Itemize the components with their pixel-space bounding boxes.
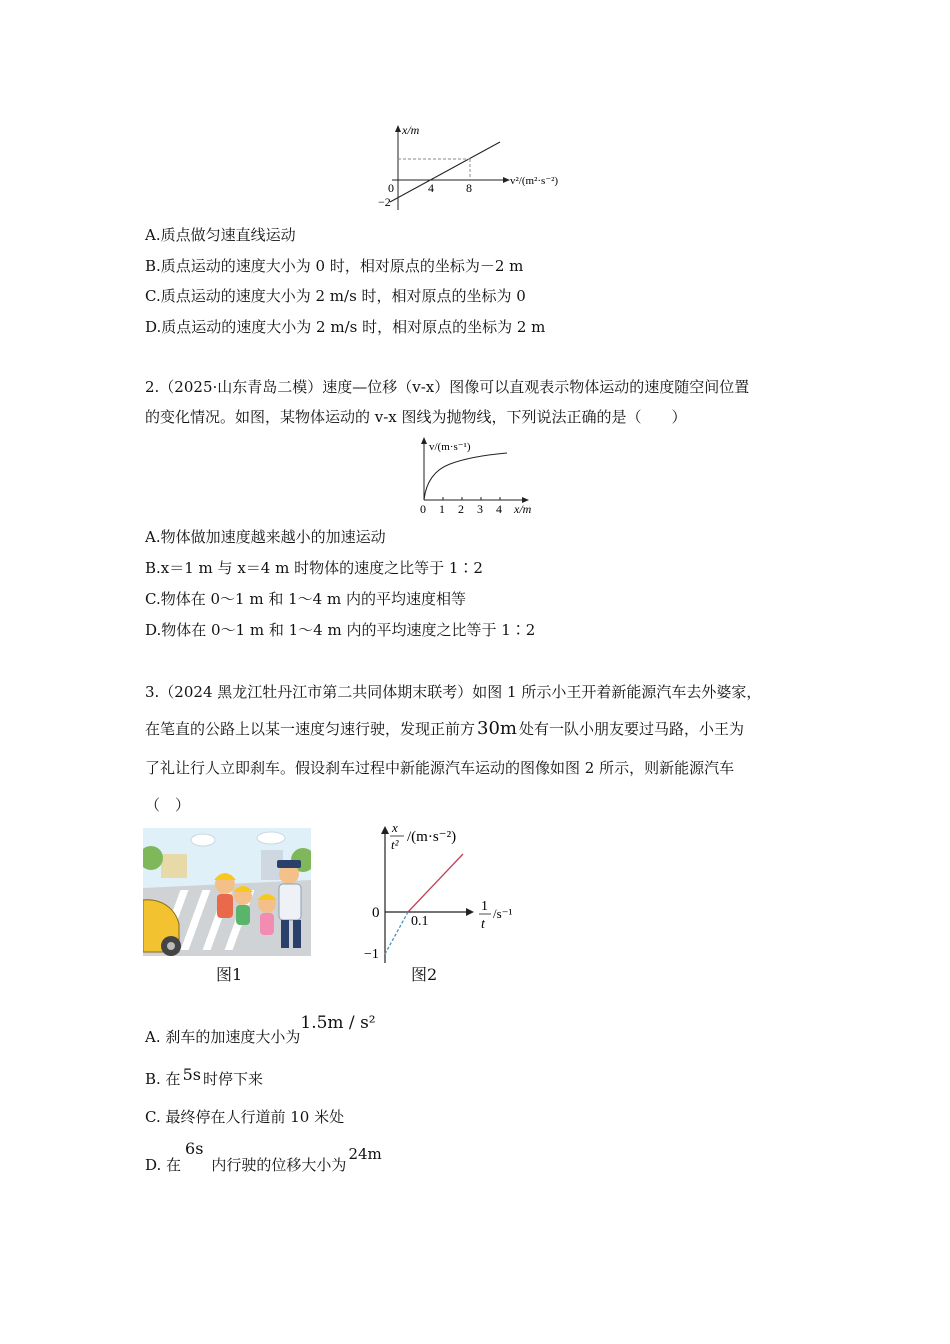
q2-x-tick-0: 0 — [420, 502, 426, 516]
q3-stem-line2-c: 处有一队小朋友要过马路，小王为 — [519, 720, 745, 738]
q2-option-a[interactable]: A.物体做加速度越来越小的加速运动 — [145, 528, 386, 546]
q2-x-label: x/m — [514, 502, 532, 516]
q1-y-label: x/m — [402, 123, 420, 137]
q3-option-b-text2: 时停下来 — [202, 1070, 263, 1088]
q3-figure2-graph — [350, 818, 530, 966]
q1-option-b[interactable]: B.质点运动的速度大小为 0 时，相对原点的坐标为－2 m — [145, 257, 524, 275]
q2-option-d[interactable]: D.物体在 0～1 m 和 1～4 m 内的平均速度之比等于 1∶2 — [145, 621, 536, 639]
q3-y-label-num: x — [392, 820, 398, 835]
q1-option-a[interactable]: A.质点做匀速直线运动 — [145, 226, 296, 244]
q3-option-d-value1: 6s — [185, 1139, 204, 1158]
q3-option-d-value2: 24m — [348, 1145, 382, 1163]
q3-y-label-unit: /(m·s⁻²) — [407, 829, 457, 845]
q1-option-d[interactable]: D.质点运动的速度大小为 2 m/s 时，相对原点的坐标为 2 m — [145, 318, 546, 336]
q3-option-a[interactable] — [145, 1012, 376, 1052]
q2-x-tick-4: 4 — [496, 502, 502, 516]
q3-y-intercept: −1 — [364, 947, 379, 962]
q3-x-label-num: 1 — [481, 899, 488, 914]
q1-x-label: v²/(m²·s⁻²) — [510, 175, 559, 187]
q3-distance: 30m — [477, 718, 517, 739]
q2-graph — [410, 434, 550, 519]
q3-stem-line2-a: 在笔直的公路上以某一速度匀速行驶，发现正前方 — [145, 720, 476, 738]
q3-stem-line1: 3.（2024 黑龙江牡丹江市第二共同体期末联考）如图 1 所示小王开着新能源汽车去外婆家， — [145, 683, 762, 701]
q1-graph — [370, 120, 590, 215]
q3-option-d[interactable] — [145, 1140, 382, 1180]
q2-y-label: v/(m·s⁻¹) — [429, 441, 471, 453]
q3-option-d-text1: D. 在 — [145, 1156, 182, 1174]
q3-origin: 0 — [372, 905, 380, 921]
q3-option-a-text: A. 刹车的加速度大小为 — [145, 1028, 301, 1046]
q1-y-arrow — [395, 125, 401, 132]
q2-x-tick-1: 1 — [439, 502, 445, 516]
q2-y-arrow — [421, 437, 427, 444]
q3-option-b-value: 5s — [182, 1065, 201, 1084]
q2-stem-line1: 2.（2025·山东青岛二模）速度—位移（v-x）图像可以直观表示物体运动的速度随空间位置 — [145, 378, 750, 396]
q3-y-label-den: t² — [391, 837, 399, 852]
q2-parabola — [424, 453, 507, 500]
q3-x-tick: 0.1 — [411, 914, 429, 929]
q1-option-c[interactable]: C.质点运动的速度大小为 2 m/s 时，相对原点的坐标为 0 — [145, 287, 526, 305]
q1-y-intercept: −2 — [378, 195, 391, 209]
q3-figure2-caption: 图2 — [411, 965, 438, 984]
q3-stem-line2 — [145, 718, 744, 740]
q3-stem-line4: （ ） — [145, 796, 191, 814]
q3-x-label-unit: /s⁻¹ — [493, 906, 513, 921]
q3-x-label-den: t — [481, 917, 485, 932]
q3-data-line-dashed — [385, 912, 408, 954]
q3-y-arrow — [381, 826, 389, 834]
q1-x-tick-4: 4 — [428, 181, 434, 195]
q1-x-tick-8: 8 — [466, 181, 472, 195]
q2-option-b[interactable]: B.x＝1 m 与 x＝4 m 时物体的速度之比等于 1∶2 — [145, 559, 483, 577]
q2-stem-line2: 的变化情况。如图，某物体运动的 v-x 图线为抛物线，下列说法正确的是（ ） — [145, 408, 687, 426]
q3-figure1-caption: 图1 — [216, 965, 243, 984]
q3-figure1-illustration — [143, 828, 311, 956]
q3-option-a-value: 1.5m / s² — [300, 1013, 376, 1033]
q2-x-tick-3: 3 — [477, 502, 483, 516]
q3-option-c[interactable]: C. 最终停在人行道前 10 米处 — [145, 1108, 345, 1126]
q3-option-b-text1: B. 在 — [145, 1070, 181, 1088]
q1-x-arrow — [503, 177, 510, 183]
q1-origin: 0 — [388, 181, 394, 195]
q3-stem-line3: 了礼让行人立即刹车。假设刹车过程中新能源汽车运动的图像如图 2 所示，则新能源汽车 — [145, 759, 735, 777]
q3-option-d-text2: 内行驶的位移大小为 — [211, 1156, 347, 1174]
q3-x-arrow — [466, 908, 474, 916]
q2-x-tick-2: 2 — [458, 502, 464, 516]
q3-data-line-solid — [408, 854, 463, 912]
q3-option-b[interactable] — [145, 1065, 263, 1090]
q1-data-line — [390, 142, 500, 202]
q2-option-c[interactable]: C.物体在 0～1 m 和 1～4 m 内的平均速度相等 — [145, 590, 466, 608]
